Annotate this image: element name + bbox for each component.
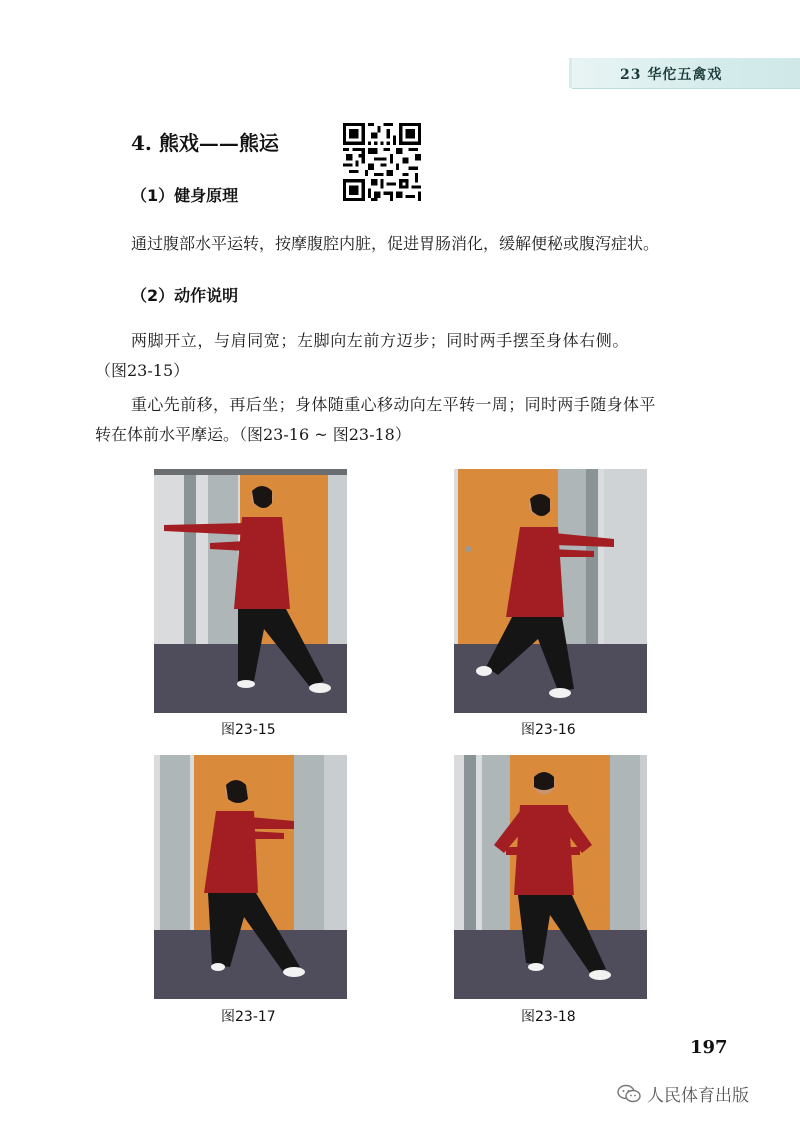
- qr-code[interactable]: [343, 121, 421, 203]
- principle-text: 通过腹部水平运转，按摩腹腔内脏，促进胃肠消化，缓解便秘或腹泻症状。: [131, 234, 660, 253]
- watermark: [617, 1081, 749, 1106]
- figure-photo-23-15: [154, 469, 347, 713]
- description-line-2: （图23-15）: [95, 361, 190, 380]
- description-line-4: 转在体前水平摩运。（图23-16 ~ 图23-18）: [95, 425, 411, 444]
- figure-photo-23-17: [154, 755, 347, 999]
- figure-caption-23-15: 图23-15: [221, 722, 276, 738]
- wechat-icon: [617, 1084, 641, 1104]
- page-number: 197: [690, 1037, 728, 1058]
- figure-photo-23-18: [454, 755, 647, 999]
- watermark-text: 人民体育出版: [647, 1086, 749, 1106]
- figure-caption-23-17: 图23-17: [221, 1009, 276, 1025]
- sub-heading-principle: （1）健身原理: [131, 186, 239, 205]
- section-title: 4. 熊戏——熊运: [131, 131, 279, 155]
- figure-caption-23-16: 图23-16: [521, 722, 576, 738]
- sub-heading-description: （2）动作说明: [131, 286, 239, 305]
- figure-photo-23-16: [454, 469, 647, 713]
- description-line-1: 两脚开立，与肩同宽；左脚向左前方迈步；同时两手摆至身体右侧。: [131, 331, 630, 350]
- figure-caption-23-18: 图23-18: [521, 1009, 576, 1025]
- description-line-3: 重心先前移，再后坐；身体随重心移动向左平转一周；同时两手随身体平: [131, 395, 656, 414]
- chapter-header: 23 华佗五禽戏: [620, 67, 723, 83]
